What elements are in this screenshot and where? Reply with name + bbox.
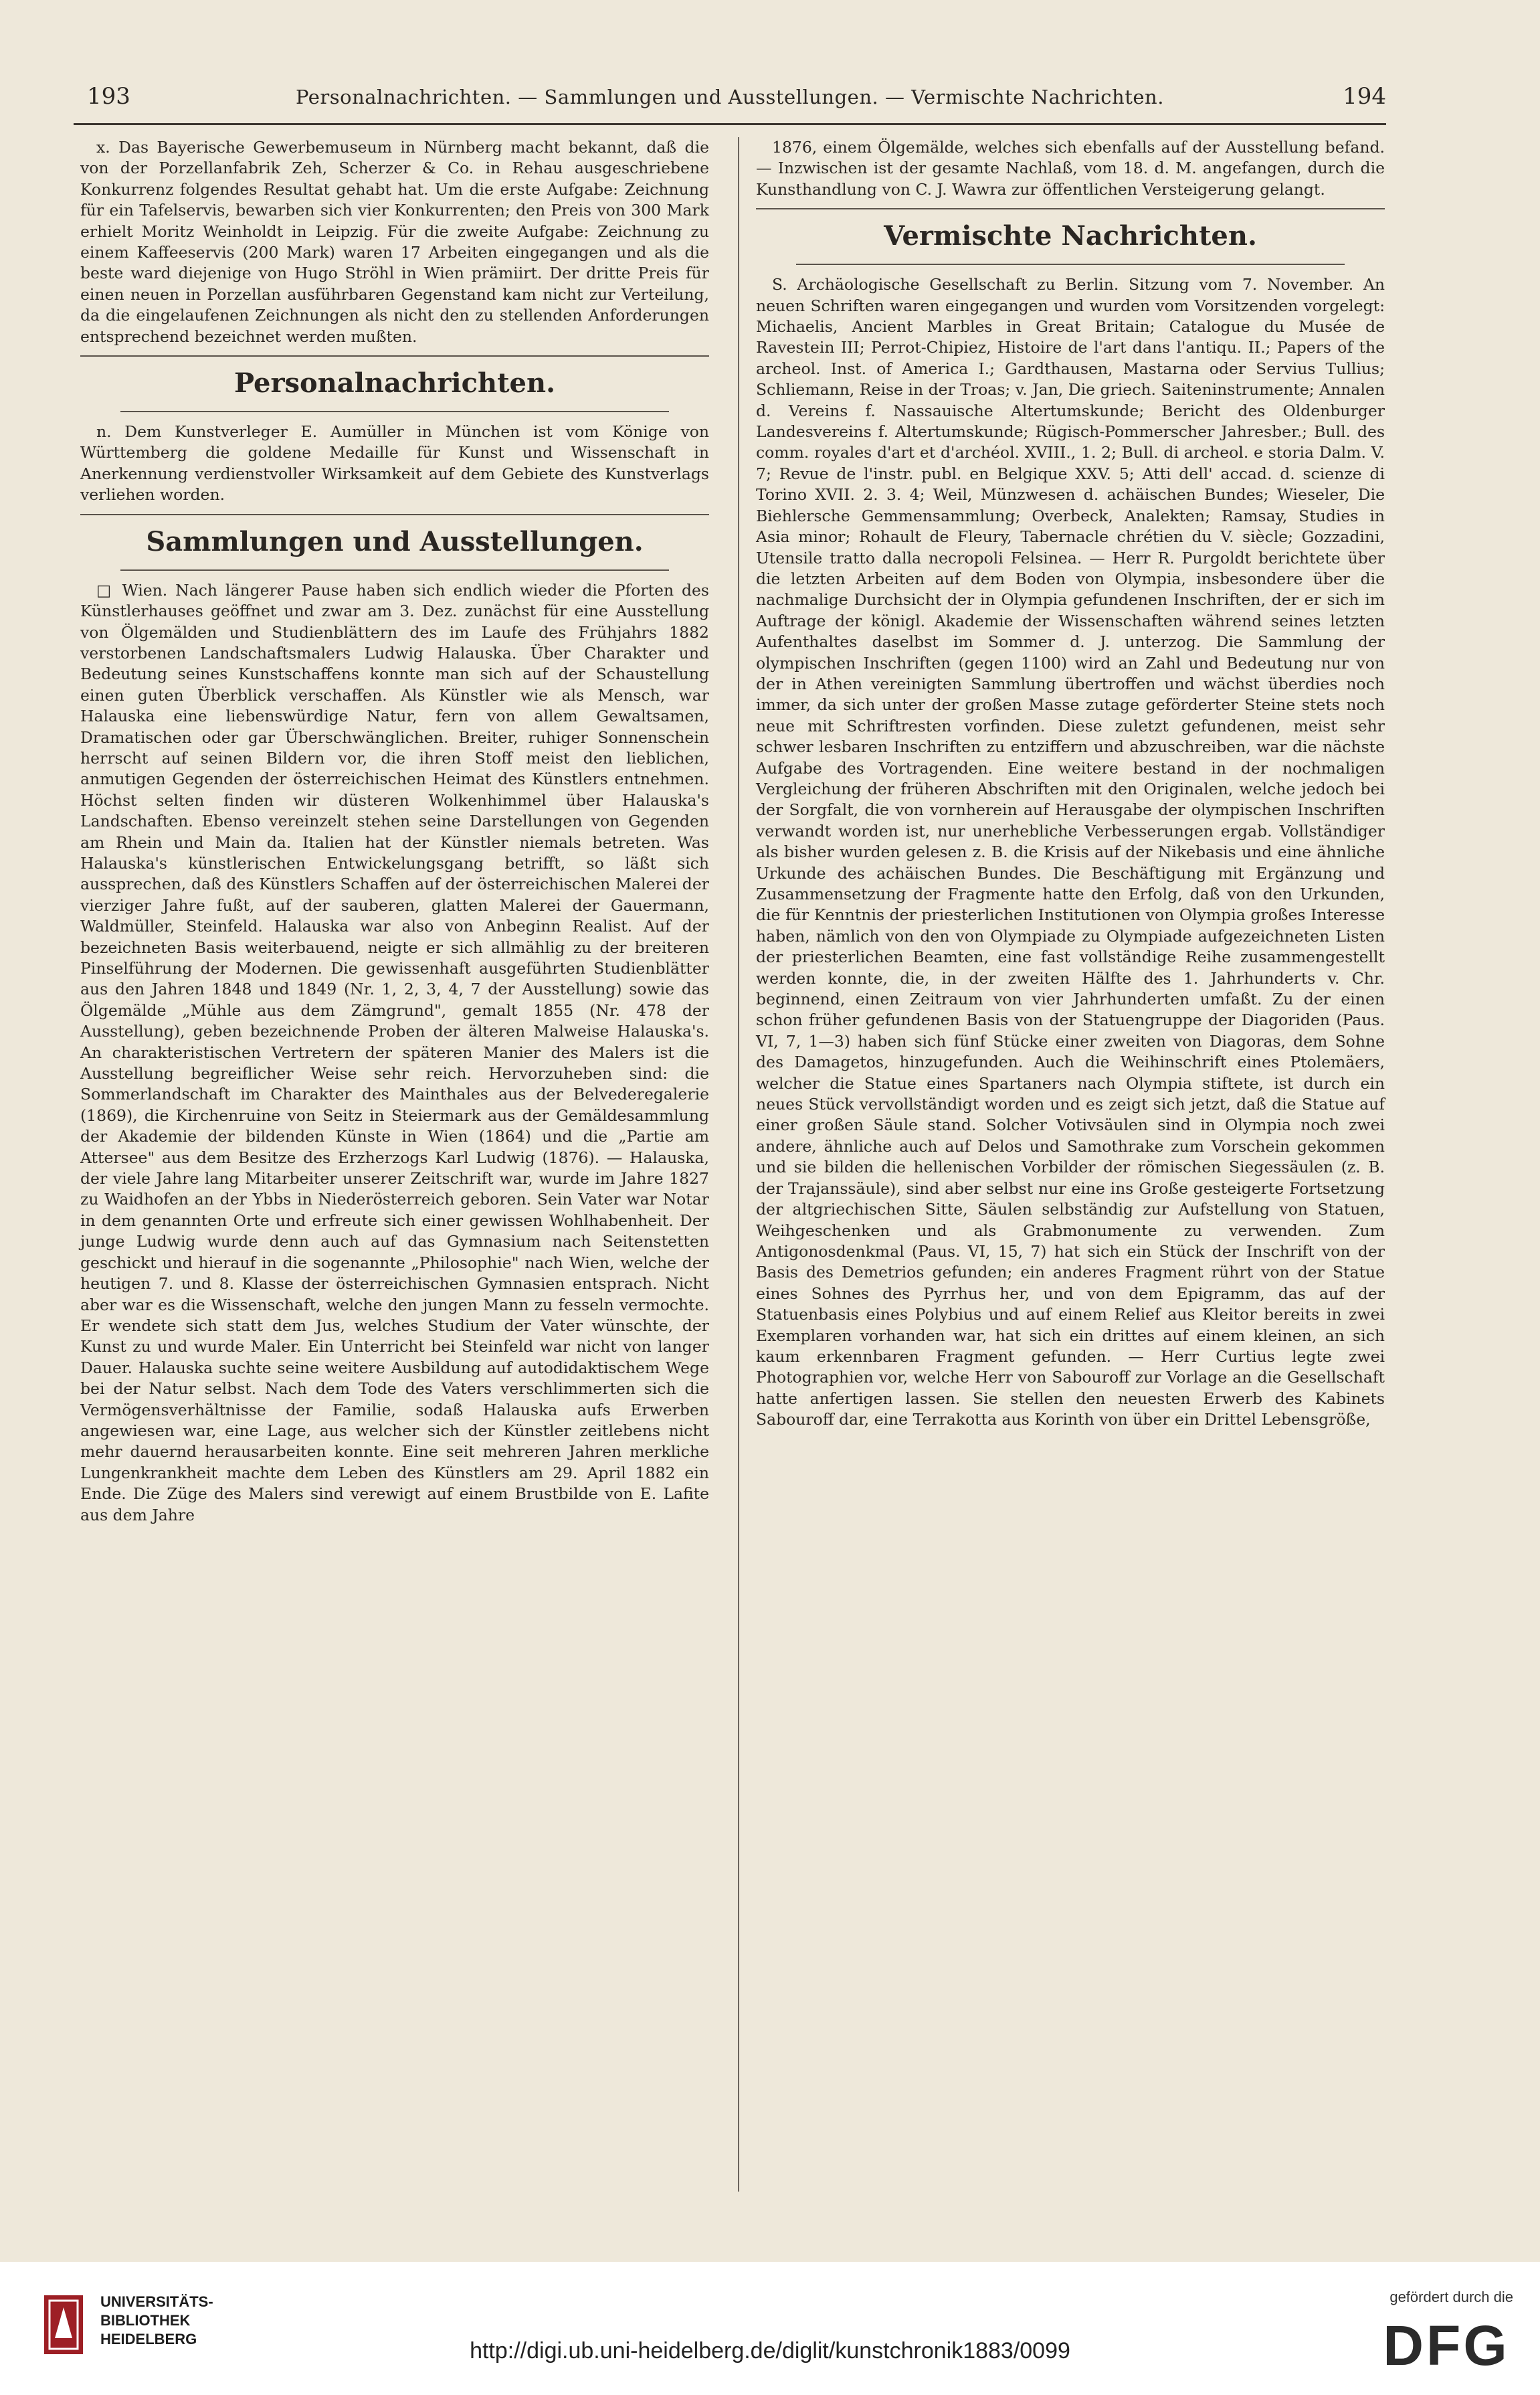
heading-underline — [796, 264, 1345, 265]
page-number-right: 194 — [1343, 83, 1386, 110]
article-archaeologische-gesellschaft: S. Archäologische Gesellschaft zu Berlin. Sitzung vom 7. November. An neuen Schriften waren eingegangen und wurden vom Vorsitzenden vorgelegt: Michaelis, Ancient Marbles in Great Britain; Catalogue du Musée de Ravestein III; Perrot-Chipiez, Histoire de l'art dans l'antiqu. II.; Papers of the archeol. Inst. of America I.; Gardthausen, Mastarna oder Servius Tullius; Schliemann, Reise in der Troas; v. Jan, Die griech. Saiteninstrumente; Annalen d. Vereins f. Nassauische Altertumskunde; Bericht des Oldenburger Landesvereins f. Altertumskunde; Rügisch-Pommerscher Jahresber.; Bull. des comm. royales d'art et d'archéol. XVIII., 1. 2; Bull. di archeol. e storia Dalm. V. 7; Revue de l'instr. publ. en Belgique XXV. 5; Atti dell' accad. d. scienze di Torino XVII. 2. 3. 4; Weil, Münzwesen d. achäischen Bundes; Wieseler, Die Biehlersche Gemmensammlung; Overbeck, Analekten; Ramsay, Studies in Asia minor; Rohault de Fleury, Tabernacle chrétien du V. siècle; Gozzadini, Utensile tratto dalla necropoli Felsinea. — Herr R. Purgoldt berichtete über die letzten Arbeiten auf dem Boden von Olympia, insbesondere über die nachmalige Durchsicht der in Olympia gefundenen Inschriften, der er sich im Auftrage der königl. Akademie der Wissenschaften während seines letzten Aufenthaltes daselbst im Sommer d. J. unterzog. Die Sammlung der olympischen Inschriften (gegen 1100) wird an Zahl und Bedeutung nur von der in Athen vereinigten Sammlung übertroffen und wächst überdies noch immer, da sich unter der großen Masse zutage geförderter Steine stets noch neue mit Schriftresten vorfinden. Diese zuletzt gefundenen, meist sehr schwer lesbaren Inschriften zu entziffern und abzuschreiben, war die nächste Aufgabe des Vortragenden. Eine weitere bestand in der nochmaligen Vergleichung der früheren Abschriften mit den Originalen, welche jedoch bei der Sorgfalt, die von vornherein auf Herausgabe der olympischen Inschriften verwandt worden ist, nur unerhebliche Verbesserungen ergab. Vollständiger als bisher wurden gelesen z. B. die Krisis auf der Nikebasis und eine ähnliche Urkunde des achäischen Bundes. Die Beschäftigung mit Ergänzung und Zusammensetzung der Fragmente hatte den Erfolg, daß von den Urkunden, die für Kenntnis der priesterlichen Institutionen von Olympia großes Interesse haben, nämlich von den von Olympiade zu Olympiade aufgezeichneten Listen der priesterlichen Beamten, eine fast vollständige Reihe zusammengestellt werden konnte, die, in der zweiten Hälfte des 1. Jahrhunderts v. Chr. beginnend, einen Zeitraum von vier Jahrhunderten umfaßt. Zu der einen schon früher gefundenen Basis von der Statuengruppe der Diagoriden (Paus. VI, 7, 1—3) haben sich fünf Stücke einer zweiten von Diagoras, dem Sohne des Damagetos, hinzugefunden. Auch die Weihinschrift eines Ptolemäers, welcher die Statue eines Spartaners nach Olympia stiftete, ist durch ein neues Stück vervollständigt worden und es zeigt sich jetzt, daß die Statue auf einer großen Säule stand. Solcher Votivsäulen sind in Olympia noch zwei andere, ähnliche auch auf Delos und Samothrake zum Vorschein gekommen und sie bilden die hellenischen Vorbilder der römischen Siegessäulen (z. B. der Trajanssäule), sind aber selbst nur eine ins Große gesteigerte Fortsetzung der altgriechischen Sitte, Säulen selbständig zur Aufstellung von Statuen, Weihgeschenken und als Grabmonumente zu verwenden. Zum Antigonosdenkmal (Paus. VI, 15, 7) hat sich ein Stück der Inschrift von der Basis des Demetrios gefunden; ein anderes Fragment rührt von der Statue eines Sohnes des Pyrrhus her, und von dem Epigramm, das auf der Statuenbasis eines Polybius und auf einem Relief aus Kleitor bereits in zwei Exemplaren vorhanden war, hat sich ein drittes auf einem kleinen, an sich kaum erkennbaren Fragment gefunden. — Herr Curtius legte zwei Photographien vor, welche Herr von Sabouroff zur Vorlage an die Gesellschaft hatte anfertigen lassen. Sie stellen den neuesten Erwerb des Kabinets Sabouroff dar, eine Terrakotta aus Korinth von über ein Drittel Lebensgröße, — [756, 275, 1385, 1429]
library-name-line-2: BIBLIOTHEK — [100, 2312, 191, 2329]
heading-vermischte-nachrichten: Vermischte Nachrichten. — [884, 220, 1257, 252]
digitization-footer — [0, 2262, 1540, 2395]
header-rule — [74, 123, 1386, 125]
right-column — [756, 137, 1385, 1431]
running-title: Personalnachrichten. — Sammlungen und Ausstellungen. — Vermischte Nachrichten. — [296, 86, 1164, 108]
dfg-logo[interactable] — [1379, 2313, 1513, 2373]
library-name-line-1: UNIVERSITÄTS- — [100, 2293, 213, 2310]
running-header — [74, 83, 1386, 123]
left-column — [80, 137, 709, 1526]
heading-personalnachrichten: Personalnachrichten. — [234, 367, 555, 400]
article-halauska: □ Wien. Nach längerer Pause haben sich endlich wieder die Pforten des Künstlerhauses geöffnet und zwar am 3. Dez. zunächst für eine Ausstellung von Ölgemälden und Studienblättern des im Laufe des Frühjahrs 1882 verstorbenen Landschaftsmalers Ludwig Halauska. Über Charakter und Bedeutung seines Kunstschaffens konnte man sich auf der Schaustellung einen guten Überblick verschaffen. Als Künstler wie als Mensch, war Halauska eine liebenswürdige Natur, fern von allem Gewaltsamen, Dramatischen oder gar Überschwänglichen. Breiter, ruhiger Sonnenschein herrscht auf seinen Bildern vor, die ihren Stoff meist den lieblichen, anmutigen Gegenden der österreichischen Heimat des Künstlers entnehmen. Höchst selten finden wir düsteren Wolkenhimmel über Halauska's Landschaften. Ebenso vereinzelt stehen seine Darstellungen von Gegenden am Rhein und Main da. Italien hat der Künstler niemals betreten. Was Halauska's künstlerischen Entwickelungsgang betrifft, so läßt sich aussprechen, daß des Künstlers Schaffen auf der österreichischen Malerei der vierziger Jahre fußt, auf der sauberen, glatten Malerei der Gauermann, Waldmüller, Steinfeld. Halauska war also von Anbeginn Realist. Auf der bezeichneten Basis weiterbauend, neigte er sich allmählig zu der breiteren Pinselführung der Modernen. Die gewissenhaft ausgeführten Studienblätter aus den Jahren 1848 und 1849 (Nr. 1, 2, 3, 4, 7 der Ausstellung) sowie das Ölgemälde „Mühle aus dem Zämgrund", gemalt 1855 (Nr. 478 der Ausstellung), geben bezeichnende Proben der älteren Malweise Halauska's. An charakteristischen Vertretern der späteren Manier des Malers ist die Ausstellung begreiflicher Weise sehr reich. Hervorzuheben sind: die Sommerlandschaft im Charakter des Mainthales aus der Belvederegalerie (1869), die Kirchenruine von Seitz in Steiermark aus der Gemäldesammlung der Akademie der bildenden Künste in Wien (1864) und die „Partie am Attersee" aus dem Besitze des Erzherzogs Karl Ludwig (1876). — Halauska, der viele Jahre lang Mitarbeiter unserer Zeitschrift war, wurde im Jahre 1827 zu Waidhofen an der Ybbs in Niederösterreich geboren. Sein Vater war Notar in dem genannten Orte und erfreute sich einer gewissen Wohlhabenheit. Der junge Ludwig wurde denn auch auf das Gymnasium nach Seitenstetten geschickt und hierauf in die sogenannte „Philosophie" nach Wien, welche der heutigen 7. und 8. Klasse der österreichischen Gymnasien entsprach. Nicht aber war es die Wissenschaft, welche den jungen Mann zu fesseln vermochte. Er wendete sich statt dem Jus, welches Studium der Vater wünschte, der Kunst zu und wurde Maler. Ein Unterricht bei Steinfeld war nicht von langer Dauer. Halauska suchte seine weitere Ausbildung auf autodidaktischem Wege bei der Natur selbst. Nach dem Tode des Vaters verschlimmerten sich die Vermögensverhältnisse der Familie, sodaß Halauska aufs Erwerben angewiesen war, eine Lage, aus welcher sich der Künstler zeitlebens nicht mehr dauernd herausarbeiten konnte. Eine seit mehreren Jahren merkliche Lungenkrankheit machte dem Leben des Künstlers am 29. April 1882 ein Ende. Die Züge des Malers sind verewigt auf einem Brustbilde von E. Lafite aus dem Jahre — [80, 580, 709, 1524]
heading-underline — [120, 569, 669, 571]
column-divider — [738, 137, 739, 2192]
dfg-logo-text: DFG — [1383, 2314, 1510, 2373]
library-name-line-3: HEIDELBERG — [100, 2331, 197, 2347]
page-number-left: 193 — [87, 83, 130, 110]
section-divider — [756, 208, 1385, 209]
heading-underline — [120, 411, 669, 412]
article-halauska-continued: 1876, einem Ölgemälde, welches sich ebenfalls auf der Ausstellung befand. — Inzwischen ist der gesamte Nachlaß, vom 18. d. M. angefangen, durch die Kunsthandlung von C. J. Wawra zur öffentlichen Versteigerung gelangt. — [756, 138, 1385, 199]
funded-by-label: gefördert durch die — [1389, 2289, 1513, 2305]
notice-aumueller: n. Dem Kunstverleger E. Aumüller in München ist vom Könige von Württemberg die goldene Medaille für Kunst und Wissenschaft in Anerkennung verdienstvoller Wirksamkeit auf dem Gebiete des Kunstverlags verliehen worden. — [80, 422, 709, 505]
heading-sammlungen: Sammlungen und Ausstellungen. — [146, 525, 644, 557]
section-divider — [80, 355, 709, 357]
notice-gewerbemuseum: x. Das Bayerische Gewerbemuseum in Nürnberg macht bekannt, daß die von der Porzellanfabrik Zeh, Scherzer & Co. in Rehau ausgeschriebene Konkurrenz folgendes Resultat gehabt hat. Um die erste Aufgabe: Zeichnung für ein Tafelservis, bewarben sich vier Konkurrenten; den Preis von 300 Mark erhielt Moritz Weinholdt in Leipzig. Für die zweite Aufgabe: Zeichnung zu einem Kaffeeservis (200 Mark) waren 17 Arbeiten eingegangen und als die beste ward diejenige von Hugo Ströhl in Wien prämiirt. Der dritte Preis für einen neuen in Porzellan ausführbaren Gegenstand kam nicht zur Verteilung, da die eingelaufenen Zeichnungen als nicht den zu stellenden Anforderungen entsprechend bezeichnet werden mußten. — [80, 138, 709, 346]
digital-library-url[interactable]: http://digi.ub.uni-heidelberg.de/diglit/kunstchronik1883/0099 — [470, 2338, 1070, 2364]
section-divider — [80, 514, 709, 515]
